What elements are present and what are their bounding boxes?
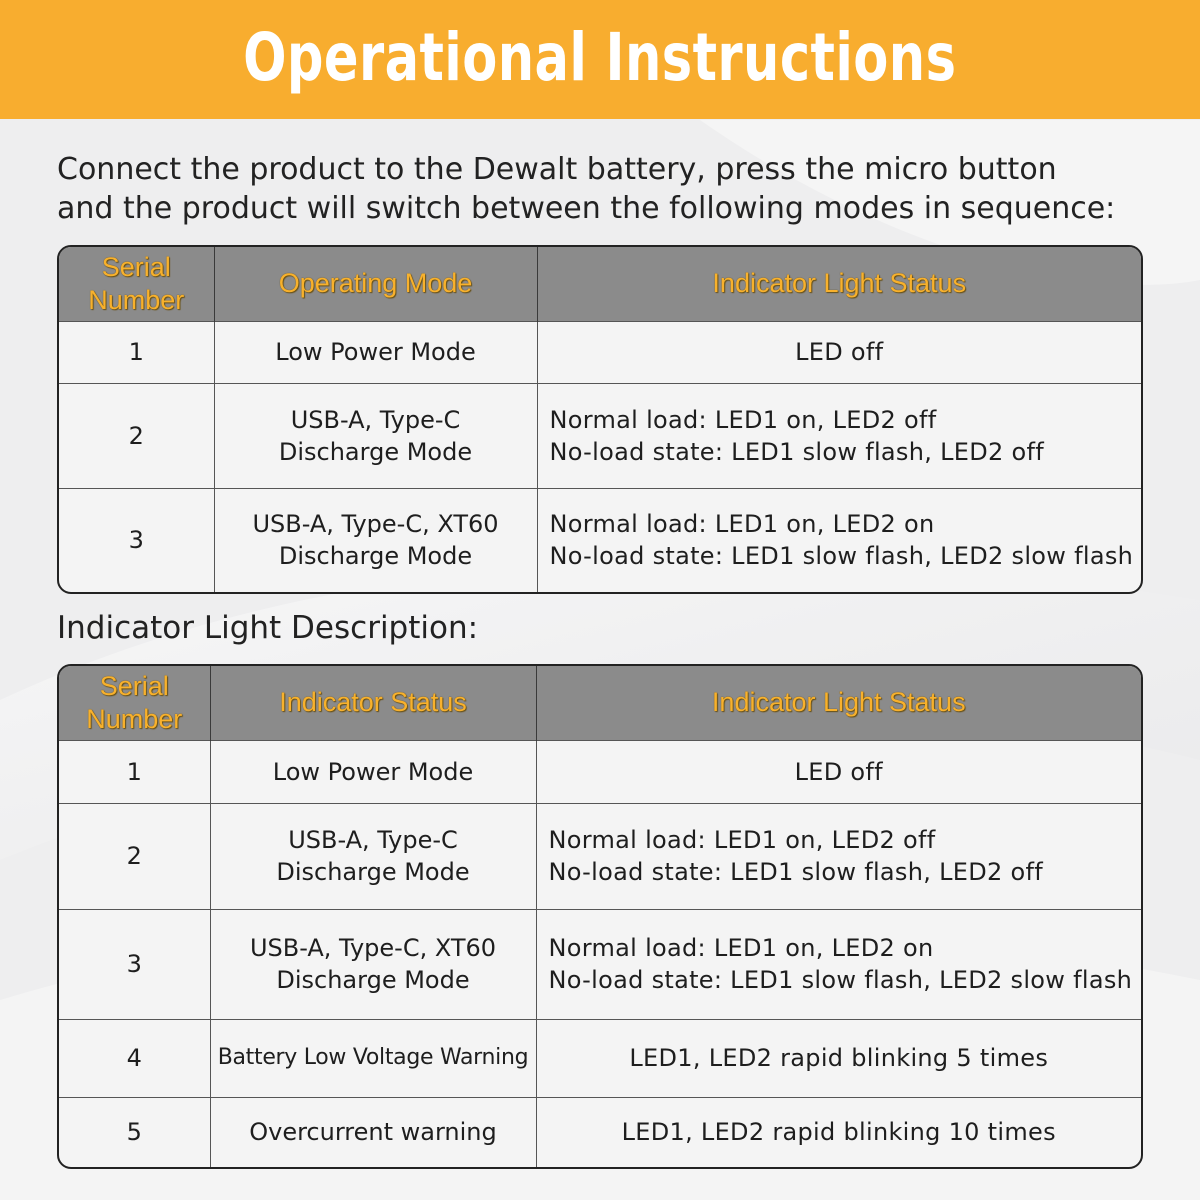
header-serial-number xyxy=(59,247,214,321)
header-indicator-light-status: Indicator Light Status xyxy=(537,247,1141,321)
cell-mode xyxy=(210,1097,536,1167)
cell-mode xyxy=(214,488,537,592)
cell-status xyxy=(536,909,1141,1019)
status-line-2: No-load state: LED1 slow flash, LED2 off xyxy=(548,858,1043,886)
mode-line-1: Battery Low Voltage Warning xyxy=(217,1045,529,1070)
cell-status xyxy=(536,1019,1141,1097)
intro-line-2: and the product will switch between the following modes in sequence: xyxy=(57,191,1116,226)
status-line-2: No-load state: LED1 slow flash, LED2 slow flash xyxy=(548,966,1133,994)
cell-serial: 3 xyxy=(59,909,210,1019)
table-row xyxy=(59,1019,1141,1097)
header-serial-line-2: Number xyxy=(88,284,185,315)
header-serial-line-1: Serial xyxy=(99,670,169,701)
table-row xyxy=(59,488,1141,592)
cell-serial: 1 xyxy=(59,740,210,803)
indicator-description-table xyxy=(57,664,1143,1169)
mode-line-2: Discharge Mode xyxy=(278,542,473,571)
mode-line-2: Discharge Mode xyxy=(276,858,470,886)
title-banner xyxy=(0,0,1200,119)
cell-status xyxy=(536,1097,1141,1167)
header-operating-mode: Operating Mode xyxy=(214,247,537,321)
cell-mode xyxy=(214,321,537,383)
table-row xyxy=(59,1097,1141,1167)
status-line-1: LED1, LED2 rapid blinking 10 times xyxy=(621,1118,1056,1147)
table-row xyxy=(59,321,1141,383)
status-line-1: LED off xyxy=(794,757,883,786)
header-indicator-status: Indicator Status xyxy=(210,666,536,740)
cell-status xyxy=(536,740,1141,803)
header-indicator-light-status: Indicator Light Status xyxy=(536,666,1141,740)
header-serial-number xyxy=(59,666,210,740)
table-header-row xyxy=(59,247,1141,321)
header-serial-line-1: Serial xyxy=(101,251,171,282)
cell-mode xyxy=(210,1019,536,1097)
mode-line-1: USB-A, Type-C xyxy=(288,826,458,854)
mode-line-1: Low Power Mode xyxy=(272,757,474,786)
cell-status xyxy=(537,488,1141,592)
mode-line-2: Discharge Mode xyxy=(278,437,473,466)
cell-status xyxy=(537,321,1141,383)
cell-serial: 2 xyxy=(59,803,210,909)
operating-modes-table xyxy=(57,245,1143,594)
mode-line-1: USB-A, Type-C, XT60 xyxy=(252,510,499,539)
status-line-1: Normal load: LED1 on, LED2 off xyxy=(548,826,936,854)
table-header-row xyxy=(59,666,1141,740)
table-row xyxy=(59,383,1141,488)
table-row xyxy=(59,740,1141,803)
cell-serial: 5 xyxy=(59,1097,210,1167)
status-line-1: LED1, LED2 rapid blinking 5 times xyxy=(629,1044,1049,1072)
page-title: Operational Instructions xyxy=(243,19,957,96)
status-line-1: LED off xyxy=(795,338,884,366)
section-title-indicator-description: Indicator Light Description: xyxy=(57,610,479,646)
cell-mode xyxy=(214,383,537,488)
intro-text xyxy=(57,150,1157,228)
cell-serial: 2 xyxy=(59,383,214,488)
cell-mode xyxy=(210,909,536,1019)
mode-line-2: Discharge Mode xyxy=(276,966,470,994)
mode-line-1: Overcurrent warning xyxy=(249,1118,497,1147)
table-row xyxy=(59,803,1141,909)
status-line-1: Normal load: LED1 on, LED2 on xyxy=(548,934,934,962)
intro-line-1: Connect the product to the Dewalt battery, press the micro button xyxy=(57,152,1057,187)
status-line-1: Normal load: LED1 on, LED2 off xyxy=(549,405,937,434)
cell-status xyxy=(537,383,1141,488)
mode-line-1: Low Power Mode xyxy=(275,338,476,366)
status-line-2: No-load state: LED1 slow flash, LED2 off xyxy=(549,437,1044,466)
cell-status xyxy=(536,803,1141,909)
cell-mode xyxy=(210,740,536,803)
status-line-1: Normal load: LED1 on, LED2 on xyxy=(549,510,935,539)
status-line-2: No-load state: LED1 slow flash, LED2 slow flash xyxy=(549,542,1134,571)
cell-serial: 4 xyxy=(59,1019,210,1097)
table-row xyxy=(59,909,1141,1019)
mode-line-1: USB-A, Type-C, XT60 xyxy=(249,934,497,962)
header-serial-line-2: Number xyxy=(86,703,183,734)
cell-mode xyxy=(210,803,536,909)
cell-serial: 1 xyxy=(59,321,214,383)
mode-line-1: USB-A, Type-C xyxy=(290,405,461,434)
cell-serial: 3 xyxy=(59,488,214,592)
